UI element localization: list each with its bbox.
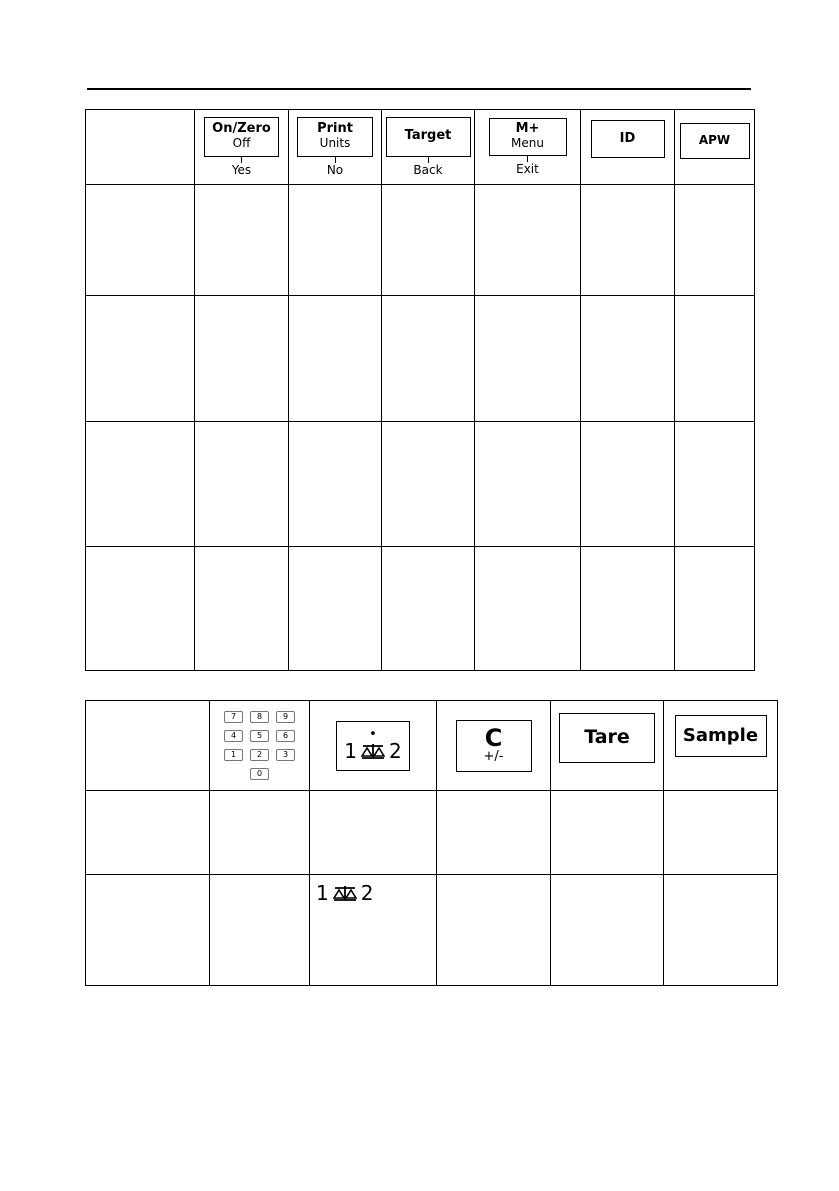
key-cell-apw bbox=[675, 110, 755, 185]
key-header-row bbox=[86, 110, 755, 185]
balance-switch-key[interactable]: • 1 2 bbox=[336, 721, 410, 771]
balance-symbol-cell bbox=[310, 875, 437, 986]
table-row bbox=[86, 422, 755, 547]
key-header-row bbox=[86, 701, 778, 791]
alt-label-back: Back bbox=[413, 162, 443, 177]
balance-symbol: 1 2 bbox=[316, 881, 374, 905]
key-function-table-1 bbox=[85, 109, 755, 671]
key-alt-connector bbox=[335, 157, 336, 163]
key-cell-m-plus bbox=[475, 110, 581, 185]
numpad-key-7[interactable]: 7 bbox=[224, 711, 243, 723]
key-alt-connector bbox=[428, 157, 429, 163]
key-alt-connector bbox=[241, 157, 242, 163]
numpad-key-3[interactable]: 3 bbox=[276, 749, 295, 761]
numpad-key-9[interactable]: 9 bbox=[276, 711, 295, 723]
scale-balance-icon bbox=[333, 885, 357, 901]
numpad-key-8[interactable]: 8 bbox=[250, 711, 269, 723]
numpad-key-2[interactable]: 2 bbox=[250, 749, 269, 761]
key-alt-connector bbox=[527, 156, 528, 162]
tare-key[interactable]: Tare bbox=[559, 713, 655, 763]
sample-key[interactable]: Sample bbox=[675, 715, 767, 757]
key-cell-id bbox=[581, 110, 675, 185]
id-key[interactable]: ID bbox=[591, 120, 665, 158]
m-plus-key[interactable]: M+ Menu bbox=[489, 118, 567, 156]
numpad-key-5[interactable]: 5 bbox=[250, 730, 269, 742]
numeric-keypad bbox=[210, 711, 309, 780]
header-rule bbox=[87, 88, 751, 90]
scale-balance-icon bbox=[361, 743, 385, 759]
header-label-cell bbox=[86, 110, 195, 185]
table-row bbox=[86, 791, 778, 875]
alt-label-no: No bbox=[326, 162, 344, 177]
alt-label-exit: Exit bbox=[516, 161, 539, 176]
numpad-key-4[interactable]: 4 bbox=[224, 730, 243, 742]
key-cell-sample bbox=[664, 701, 778, 791]
clear-key[interactable]: C +/- bbox=[456, 720, 532, 772]
key-cell-target bbox=[382, 110, 475, 185]
on-zero-key[interactable]: On/Zero Off bbox=[204, 117, 279, 157]
key-cell-on-zero bbox=[195, 110, 289, 185]
key-function-table-2 bbox=[85, 700, 778, 986]
numpad-key-0[interactable]: 0 bbox=[250, 768, 269, 780]
key-cell-print bbox=[289, 110, 382, 185]
header-label-cell bbox=[86, 701, 210, 791]
alt-label-yes: Yes bbox=[231, 162, 252, 177]
key-cell-numpad bbox=[210, 701, 310, 791]
key-cell-balance bbox=[310, 701, 437, 791]
table-row bbox=[86, 875, 778, 986]
key-cell-tare bbox=[551, 701, 664, 791]
print-key[interactable]: Print Units bbox=[297, 117, 373, 157]
numpad-key-6[interactable]: 6 bbox=[276, 730, 295, 742]
table-row bbox=[86, 185, 755, 296]
target-key[interactable]: Target bbox=[386, 117, 471, 157]
table-row bbox=[86, 296, 755, 422]
apw-key[interactable]: APW bbox=[680, 123, 750, 159]
numpad-key-1[interactable]: 1 bbox=[224, 749, 243, 761]
table-row bbox=[86, 547, 755, 671]
balance-dot: • bbox=[369, 727, 377, 742]
key-cell-clear bbox=[437, 701, 551, 791]
